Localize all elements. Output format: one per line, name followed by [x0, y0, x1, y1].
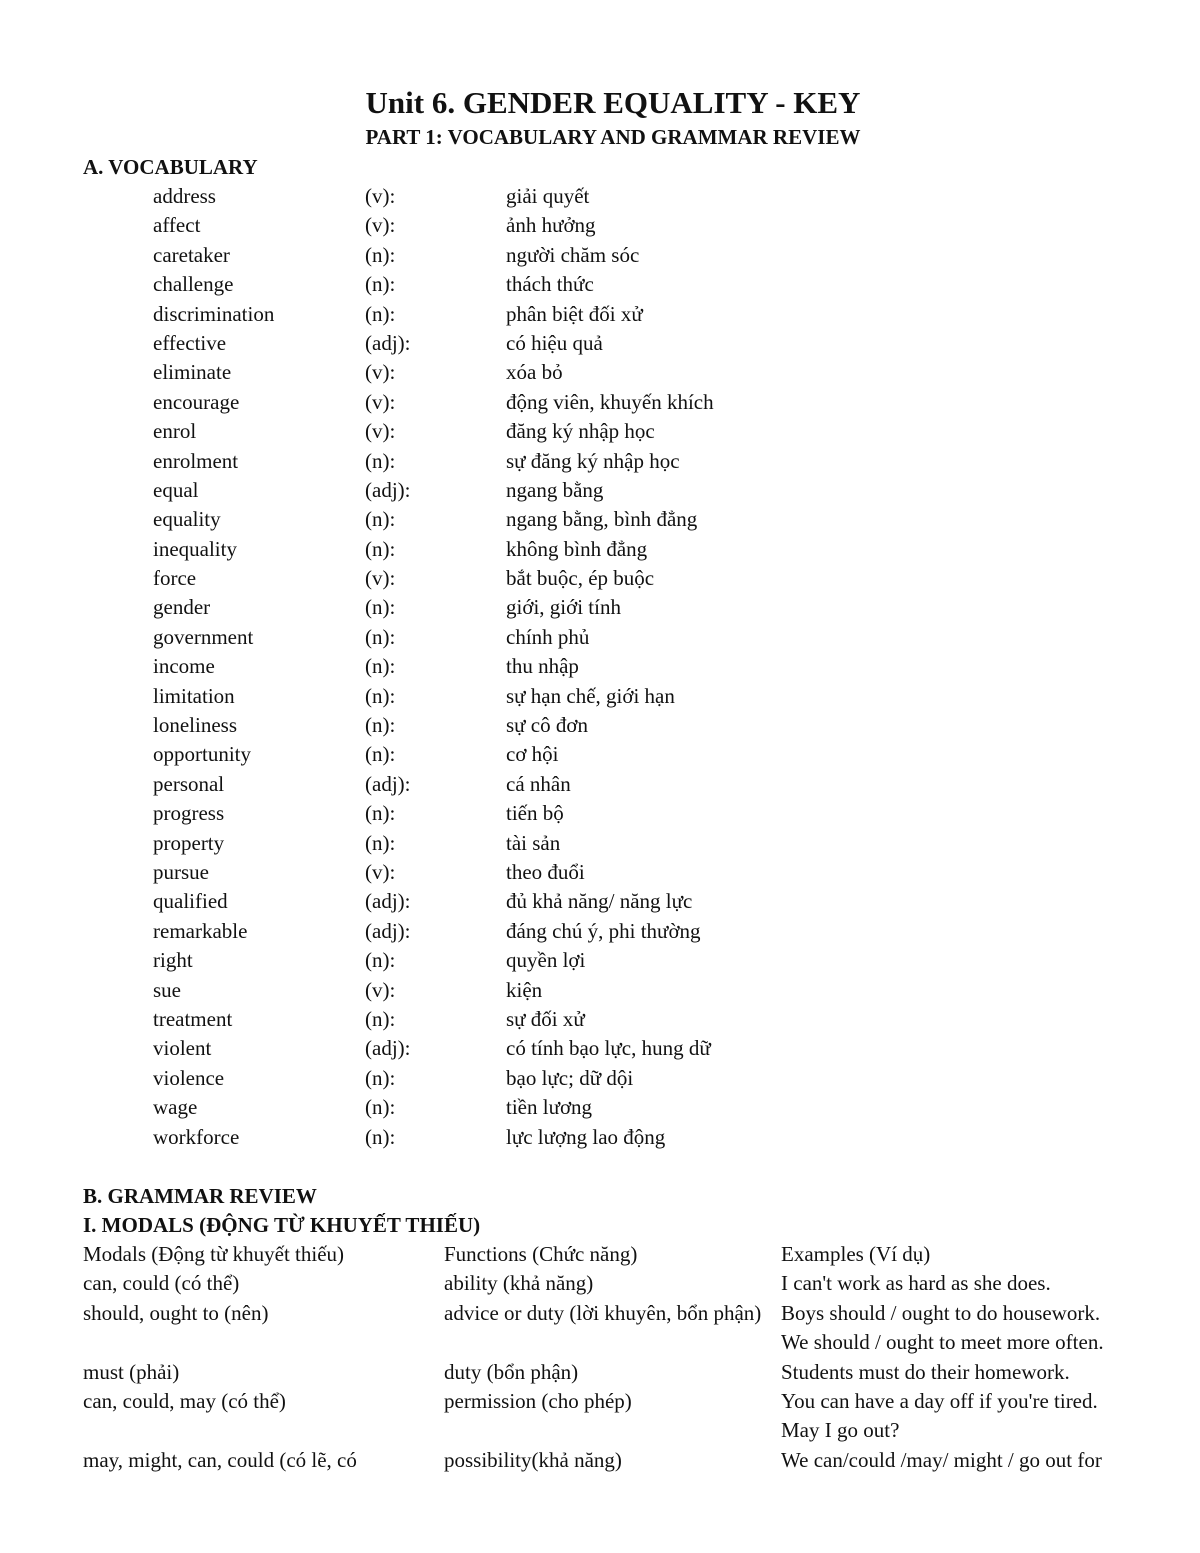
vocab-pos: (n):: [365, 595, 396, 620]
vocab-word: right: [153, 948, 193, 973]
vocab-pos: (n):: [365, 1124, 396, 1149]
vocab-pos: (v):: [365, 566, 396, 591]
vocabulary-list: [0, 182, 1200, 1152]
modal-examples: [781, 1358, 1181, 1387]
vocab-meaning: có tính bạo lực, hung dữ: [506, 1036, 711, 1061]
vocab-word: violence: [153, 1065, 225, 1090]
vocab-row: [0, 388, 1200, 417]
vocab-meaning: tài sản: [506, 830, 561, 855]
modal-example: You can have a day off if you're tired.: [781, 1388, 1098, 1413]
vocab-word: personal: [153, 771, 225, 796]
modals-row: [0, 1299, 1200, 1358]
vocab-meaning: giải quyết: [506, 184, 590, 208]
vocab-pos: (n):: [365, 242, 396, 267]
vocab-pos: (adj):: [365, 889, 411, 914]
vocab-word: loneliness: [153, 713, 237, 738]
vocab-meaning: đủ khả năng/ năng lực: [506, 889, 693, 914]
modal-examples: [781, 1387, 1181, 1446]
modal-example: I can't work as hard as she does.: [781, 1271, 1051, 1296]
vocab-meaning: đáng chú ý, phi thường: [506, 918, 701, 943]
vocab-meaning: ngang bằng, bình đẳng: [506, 507, 698, 532]
vocab-word: equal: [153, 477, 199, 502]
vocab-row: [0, 593, 1200, 622]
vocab-meaning: tiền lương: [506, 1095, 593, 1120]
vocab-pos: (n):: [365, 1006, 396, 1031]
vocab-pos: (v):: [365, 213, 396, 238]
vocab-pos: (v):: [365, 389, 396, 414]
vocab-word: enrolment: [153, 448, 239, 473]
vocab-pos: (n):: [365, 1065, 396, 1090]
modals-row: [0, 1387, 1200, 1446]
vocab-meaning: thách thức: [506, 272, 594, 297]
vocab-row: [0, 358, 1200, 387]
vocab-row: [0, 682, 1200, 711]
vocab-pos: (adj):: [365, 918, 411, 943]
modal-function: duty (bổn phận): [444, 1359, 579, 1384]
modal-function: possibility(khả năng): [444, 1447, 622, 1472]
modals-header-row: [0, 1240, 1200, 1269]
vocab-word: gender: [153, 595, 211, 620]
vocab-word: discrimination: [153, 301, 275, 326]
vocab-row: [0, 211, 1200, 240]
vocab-pos: (n):: [365, 301, 396, 326]
vocab-word: government: [153, 624, 254, 649]
vocab-meaning: sự đăng ký nhập học: [506, 448, 680, 473]
vocab-word: opportunity: [153, 742, 251, 767]
modal-example: Students must do their homework.: [781, 1359, 1070, 1384]
modal-example: May I go out?: [781, 1418, 900, 1443]
modal-example: We can/could /may/ might / go out for: [781, 1447, 1102, 1472]
vocab-pos: (n):: [365, 948, 396, 973]
vocab-meaning: thu nhập: [506, 654, 579, 679]
modals-header-function: Functions (Chức năng): [444, 1242, 638, 1266]
modal-verbs: must (phải): [83, 1359, 180, 1384]
vocab-row: [0, 976, 1200, 1005]
vocab-word: eliminate: [153, 360, 232, 385]
vocab-row: [0, 1034, 1200, 1063]
modal-function: permission (cho phép): [444, 1388, 632, 1413]
vocab-meaning: cá nhân: [506, 771, 571, 796]
vocab-word: wage: [153, 1095, 198, 1120]
modal-verbs: can, could, may (có thể): [83, 1388, 286, 1413]
vocab-word: income: [153, 654, 215, 679]
vocab-pos: (adj):: [365, 477, 411, 502]
vocab-word: force: [153, 566, 197, 591]
vocab-pos: (n):: [365, 1095, 396, 1120]
vocab-row: [0, 476, 1200, 505]
modals-row: [0, 1269, 1200, 1298]
modal-examples: [781, 1299, 1181, 1358]
modal-verbs: may, might, can, could (có lẽ, có: [83, 1447, 357, 1472]
vocab-word: property: [153, 830, 225, 855]
vocab-row: [0, 535, 1200, 564]
vocab-row: [0, 770, 1200, 799]
vocab-pos: (n):: [365, 742, 396, 767]
vocab-row: [0, 270, 1200, 299]
modal-example: Boys should / ought to do housework.: [781, 1300, 1101, 1325]
vocab-word: inequality: [153, 536, 237, 561]
vocab-meaning: sự hạn chế, giới hạn: [506, 683, 675, 708]
vocab-meaning: đăng ký nhập học: [506, 419, 655, 444]
vocab-word: enrol: [153, 419, 197, 444]
vocab-row: [0, 887, 1200, 916]
vocab-meaning: có hiệu quả: [506, 330, 603, 355]
subsection-heading-modals: I. MODALS (ĐỘNG TỪ KHUYẾT THIẾU): [83, 1213, 481, 1237]
vocab-word: effective: [153, 330, 227, 355]
vocab-word: workforce: [153, 1124, 240, 1149]
vocab-row: [0, 917, 1200, 946]
vocab-row: [0, 858, 1200, 887]
vocab-row: [0, 711, 1200, 740]
vocab-meaning: tiến bộ: [506, 801, 564, 826]
vocab-row: [0, 740, 1200, 769]
vocab-pos: (adj):: [365, 771, 411, 796]
modal-example: We should / ought to meet more often.: [781, 1330, 1104, 1355]
vocab-word: address: [153, 184, 216, 208]
vocab-word: affect: [153, 213, 201, 238]
vocab-pos: (n):: [365, 713, 396, 738]
vocab-row: [0, 623, 1200, 652]
vocab-meaning: sự đối xử: [506, 1006, 585, 1031]
modal-function: advice or duty (lời khuyên, bổn phận): [444, 1300, 762, 1325]
page-title: Unit 6. GENDER EQUALITY - KEY: [365, 85, 861, 120]
modal-examples: [781, 1446, 1181, 1475]
modal-verbs: should, ought to (nên): [83, 1300, 269, 1325]
vocab-pos: (adj):: [365, 1036, 411, 1061]
vocab-word: treatment: [153, 1006, 233, 1031]
vocab-word: progress: [153, 801, 225, 826]
vocab-row: [0, 799, 1200, 828]
page-subtitle: PART 1: VOCABULARY AND GRAMMAR REVIEW: [365, 125, 861, 149]
vocab-pos: (n):: [365, 272, 396, 297]
vocab-word: equality: [153, 507, 221, 532]
vocab-row: [0, 329, 1200, 358]
vocab-meaning: phân biệt đối xử: [506, 301, 643, 326]
vocab-word: encourage: [153, 389, 240, 414]
vocab-row: [0, 447, 1200, 476]
section-heading-grammar: B. GRAMMAR REVIEW: [83, 1184, 317, 1208]
vocab-word: caretaker: [153, 242, 230, 267]
vocab-word: qualified: [153, 889, 228, 914]
vocab-meaning: động viên, khuyến khích: [506, 389, 714, 414]
vocab-word: limitation: [153, 683, 235, 708]
vocab-meaning: quyền lợi: [506, 948, 586, 973]
vocab-meaning: lực lượng lao động: [506, 1124, 666, 1149]
vocab-word: remarkable: [153, 918, 248, 943]
vocab-row: [0, 564, 1200, 593]
modal-examples: [781, 1269, 1181, 1298]
vocab-pos: (v):: [365, 859, 396, 884]
vocab-meaning: bắt buộc, ép buộc: [506, 566, 655, 591]
vocab-row: [0, 505, 1200, 534]
vocab-row: [0, 1093, 1200, 1122]
modals-row: [0, 1446, 1200, 1475]
vocab-row: [0, 417, 1200, 446]
modals-header-example: Examples (Ví dụ): [781, 1242, 931, 1266]
vocab-pos: (n):: [365, 683, 396, 708]
vocab-pos: (n):: [365, 801, 396, 826]
vocab-meaning: giới, giới tính: [506, 595, 621, 620]
vocab-pos: (n):: [365, 536, 396, 561]
vocab-meaning: kiện: [506, 977, 543, 1002]
vocab-meaning: chính phủ: [506, 624, 590, 649]
vocab-meaning: bạo lực; dữ dội: [506, 1065, 634, 1090]
vocab-pos: (adj):: [365, 330, 411, 355]
vocab-row: [0, 1064, 1200, 1093]
vocab-row: [0, 652, 1200, 681]
vocab-row: [0, 829, 1200, 858]
vocab-row: [0, 182, 1200, 211]
vocab-pos: (n):: [365, 830, 396, 855]
vocab-row: [0, 1123, 1200, 1152]
vocab-row: [0, 300, 1200, 329]
vocab-pos: (n):: [365, 507, 396, 532]
vocab-meaning: sự cô đơn: [506, 713, 588, 738]
vocab-pos: (v):: [365, 184, 396, 208]
vocab-meaning: ảnh hưởng: [506, 213, 596, 238]
modal-function: ability (khả năng): [444, 1271, 594, 1296]
vocab-word: sue: [153, 977, 181, 1002]
vocab-meaning: không bình đẳng: [506, 536, 648, 561]
vocab-pos: (v):: [365, 419, 396, 444]
vocab-pos: (n):: [365, 624, 396, 649]
vocab-pos: (v):: [365, 977, 396, 1002]
modal-verbs: can, could (có thể): [83, 1271, 240, 1296]
vocab-word: challenge: [153, 272, 234, 297]
vocab-row: [0, 946, 1200, 975]
vocab-pos: (v):: [365, 360, 396, 385]
modals-table: [0, 1240, 1200, 1475]
vocab-row: [0, 1005, 1200, 1034]
vocab-meaning: ngang bằng: [506, 477, 604, 502]
vocab-word: violent: [153, 1036, 212, 1061]
modals-header-modal: Modals (Động từ khuyết thiếu): [83, 1242, 345, 1266]
vocab-word: pursue: [153, 859, 209, 884]
vocab-pos: (n):: [365, 448, 396, 473]
vocab-meaning: cơ hội: [506, 742, 559, 767]
vocab-meaning: người chăm sóc: [506, 242, 640, 267]
vocab-meaning: theo đuổi: [506, 859, 585, 884]
vocab-row: [0, 241, 1200, 270]
modals-row: [0, 1358, 1200, 1387]
section-heading-vocabulary: A. VOCABULARY: [83, 155, 258, 179]
vocab-pos: (n):: [365, 654, 396, 679]
vocab-meaning: xóa bỏ: [506, 360, 563, 385]
